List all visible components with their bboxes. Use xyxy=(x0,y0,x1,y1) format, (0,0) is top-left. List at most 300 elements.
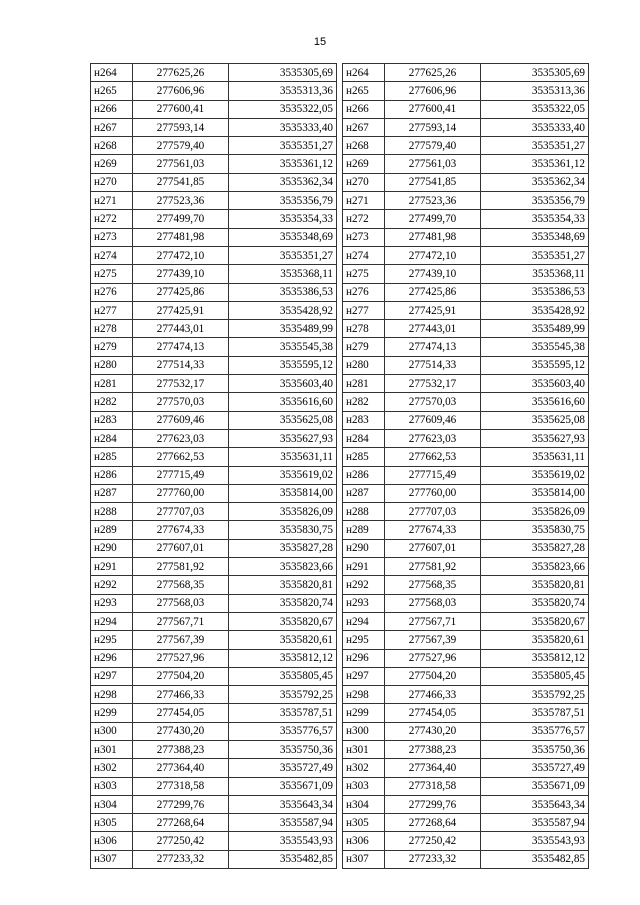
point-id-cell: н264 xyxy=(343,64,385,82)
y-coordinate-cell: 3535333,40 xyxy=(481,118,589,136)
table-row xyxy=(91,576,337,594)
x-coordinate-cell: 277474,13 xyxy=(133,338,229,356)
x-coordinate-cell: 277318,58 xyxy=(133,777,229,795)
x-coordinate-cell: 277250,42 xyxy=(385,832,481,850)
y-coordinate-cell: 3535823,66 xyxy=(229,558,337,576)
x-coordinate-cell: 277567,71 xyxy=(133,612,229,630)
point-id-cell: н282 xyxy=(91,393,133,411)
y-coordinate-cell: 3535543,93 xyxy=(229,832,337,850)
x-coordinate-cell: 277443,01 xyxy=(385,320,481,338)
x-coordinate-cell: 277443,01 xyxy=(133,320,229,338)
table-row xyxy=(91,356,337,374)
point-id-cell: н295 xyxy=(91,631,133,649)
x-coordinate-cell: 277570,03 xyxy=(133,393,229,411)
x-coordinate-cell: 277561,03 xyxy=(133,155,229,173)
x-coordinate-cell: 277364,40 xyxy=(133,759,229,777)
y-coordinate-cell: 3535595,12 xyxy=(481,356,589,374)
point-id-cell: н273 xyxy=(91,228,133,246)
x-coordinate-cell: 277715,49 xyxy=(385,466,481,484)
point-id-cell: н266 xyxy=(91,100,133,118)
y-coordinate-cell: 3535313,36 xyxy=(481,82,589,100)
point-id-cell: н276 xyxy=(91,283,133,301)
table-row xyxy=(91,740,337,758)
point-id-cell: н300 xyxy=(91,722,133,740)
table-row xyxy=(91,759,337,777)
table-row xyxy=(343,301,589,319)
y-coordinate-cell: 3535545,38 xyxy=(229,338,337,356)
x-coordinate-cell: 277268,64 xyxy=(385,814,481,832)
y-coordinate-cell: 3535354,33 xyxy=(481,210,589,228)
y-coordinate-cell: 3535348,69 xyxy=(229,228,337,246)
y-coordinate-cell: 3535820,67 xyxy=(481,612,589,630)
y-coordinate-cell: 3535616,60 xyxy=(229,393,337,411)
point-id-cell: н293 xyxy=(91,594,133,612)
point-id-cell: н277 xyxy=(91,301,133,319)
point-id-cell: н281 xyxy=(91,375,133,393)
x-coordinate-cell: 277481,98 xyxy=(385,228,481,246)
y-coordinate-cell: 3535631,11 xyxy=(229,448,337,466)
y-coordinate-cell: 3535820,61 xyxy=(481,631,589,649)
point-id-cell: н286 xyxy=(91,466,133,484)
table-row xyxy=(343,192,589,210)
table-row xyxy=(343,612,589,630)
point-id-cell: н279 xyxy=(343,338,385,356)
x-coordinate-cell: 277715,49 xyxy=(133,466,229,484)
point-id-cell: н291 xyxy=(91,558,133,576)
table-row xyxy=(343,795,589,813)
point-id-cell: н265 xyxy=(91,82,133,100)
y-coordinate-cell: 3535792,25 xyxy=(229,686,337,704)
y-coordinate-cell: 3535671,09 xyxy=(229,777,337,795)
y-coordinate-cell: 3535489,99 xyxy=(229,320,337,338)
point-id-cell: н296 xyxy=(343,649,385,667)
table-row xyxy=(343,539,589,557)
table-row xyxy=(91,173,337,191)
point-id-cell: н298 xyxy=(91,686,133,704)
y-coordinate-cell: 3535362,34 xyxy=(481,173,589,191)
table-row xyxy=(343,850,589,868)
table-row xyxy=(91,265,337,283)
y-coordinate-cell: 3535313,36 xyxy=(229,82,337,100)
table-row xyxy=(91,814,337,832)
table-row xyxy=(91,429,337,447)
point-id-cell: н297 xyxy=(343,667,385,685)
x-coordinate-cell: 277425,91 xyxy=(385,301,481,319)
table-row xyxy=(343,393,589,411)
x-coordinate-cell: 277466,33 xyxy=(133,686,229,704)
point-id-cell: н278 xyxy=(343,320,385,338)
x-coordinate-cell: 277581,92 xyxy=(133,558,229,576)
point-id-cell: н264 xyxy=(91,64,133,82)
y-coordinate-cell: 3535643,34 xyxy=(481,795,589,813)
x-coordinate-cell: 277472,10 xyxy=(385,246,481,264)
table-row xyxy=(343,375,589,393)
table-row xyxy=(91,283,337,301)
x-coordinate-cell: 277567,39 xyxy=(133,631,229,649)
x-coordinate-cell: 277454,05 xyxy=(133,704,229,722)
y-coordinate-cell: 3535820,67 xyxy=(229,612,337,630)
y-coordinate-cell: 3535631,11 xyxy=(481,448,589,466)
x-coordinate-cell: 277570,03 xyxy=(385,393,481,411)
point-id-cell: н269 xyxy=(91,155,133,173)
table-row xyxy=(343,667,589,685)
point-id-cell: н265 xyxy=(343,82,385,100)
point-id-cell: н267 xyxy=(91,118,133,136)
table-row xyxy=(343,137,589,155)
x-coordinate-cell: 277568,03 xyxy=(385,594,481,612)
table-row xyxy=(343,100,589,118)
x-coordinate-cell: 277430,20 xyxy=(385,722,481,740)
table-row xyxy=(91,558,337,576)
point-id-cell: н266 xyxy=(343,100,385,118)
x-coordinate-cell: 277674,33 xyxy=(385,521,481,539)
x-coordinate-cell: 277607,01 xyxy=(133,539,229,557)
x-coordinate-cell: 277532,17 xyxy=(385,375,481,393)
y-coordinate-cell: 3535489,99 xyxy=(481,320,589,338)
x-coordinate-cell: 277561,03 xyxy=(385,155,481,173)
table-row xyxy=(343,777,589,795)
y-coordinate-cell: 3535305,69 xyxy=(481,64,589,82)
table-row xyxy=(343,686,589,704)
x-coordinate-cell: 277481,98 xyxy=(133,228,229,246)
point-id-cell: н283 xyxy=(91,411,133,429)
point-id-cell: н305 xyxy=(343,814,385,832)
y-coordinate-cell: 3535776,57 xyxy=(229,722,337,740)
point-id-cell: н288 xyxy=(91,503,133,521)
table-row xyxy=(343,631,589,649)
y-coordinate-cell: 3535428,92 xyxy=(229,301,337,319)
table-row xyxy=(91,649,337,667)
table-row xyxy=(343,210,589,228)
y-coordinate-cell: 3535820,74 xyxy=(481,594,589,612)
point-id-cell: н270 xyxy=(91,173,133,191)
y-coordinate-cell: 3535603,40 xyxy=(229,375,337,393)
y-coordinate-cell: 3535750,36 xyxy=(229,740,337,758)
table-row xyxy=(343,814,589,832)
x-coordinate-cell: 277439,10 xyxy=(133,265,229,283)
y-coordinate-cell: 3535727,49 xyxy=(229,759,337,777)
x-coordinate-cell: 277579,40 xyxy=(133,137,229,155)
y-coordinate-cell: 3535812,12 xyxy=(229,649,337,667)
y-coordinate-cell: 3535305,69 xyxy=(229,64,337,82)
y-coordinate-cell: 3535543,93 xyxy=(481,832,589,850)
table-row xyxy=(343,704,589,722)
y-coordinate-cell: 3535362,34 xyxy=(229,173,337,191)
point-id-cell: н305 xyxy=(91,814,133,832)
table-row xyxy=(343,484,589,502)
table-row xyxy=(91,484,337,502)
table-row xyxy=(343,173,589,191)
x-coordinate-cell: 277707,03 xyxy=(133,503,229,521)
x-coordinate-cell: 277707,03 xyxy=(385,503,481,521)
y-coordinate-cell: 3535386,53 xyxy=(481,283,589,301)
y-coordinate-cell: 3535361,12 xyxy=(229,155,337,173)
point-id-cell: н275 xyxy=(343,265,385,283)
table-row xyxy=(91,466,337,484)
y-coordinate-cell: 3535787,51 xyxy=(481,704,589,722)
table-row xyxy=(343,466,589,484)
table-row xyxy=(91,64,337,82)
y-coordinate-cell: 3535351,27 xyxy=(229,246,337,264)
x-coordinate-cell: 277430,20 xyxy=(133,722,229,740)
table-row xyxy=(343,64,589,82)
table-row xyxy=(91,722,337,740)
table-row xyxy=(91,137,337,155)
table-row xyxy=(91,503,337,521)
x-coordinate-cell: 277541,85 xyxy=(133,173,229,191)
y-coordinate-cell: 3535428,92 xyxy=(481,301,589,319)
y-coordinate-cell: 3535750,36 xyxy=(481,740,589,758)
table-row xyxy=(91,246,337,264)
point-id-cell: н282 xyxy=(343,393,385,411)
table-row xyxy=(91,155,337,173)
y-coordinate-cell: 3535616,60 xyxy=(481,393,589,411)
y-coordinate-cell: 3535351,27 xyxy=(229,137,337,155)
y-coordinate-cell: 3535805,45 xyxy=(481,667,589,685)
y-coordinate-cell: 3535827,28 xyxy=(229,539,337,557)
point-id-cell: н286 xyxy=(343,466,385,484)
table-row xyxy=(343,338,589,356)
x-coordinate-cell: 277299,76 xyxy=(385,795,481,813)
point-id-cell: н280 xyxy=(343,356,385,374)
y-coordinate-cell: 3535812,12 xyxy=(481,649,589,667)
table-row xyxy=(91,850,337,868)
point-id-cell: н272 xyxy=(91,210,133,228)
point-id-cell: н281 xyxy=(343,375,385,393)
x-coordinate-cell: 277527,96 xyxy=(385,649,481,667)
y-coordinate-cell: 3535351,27 xyxy=(481,137,589,155)
point-id-cell: н302 xyxy=(343,759,385,777)
point-id-cell: н267 xyxy=(343,118,385,136)
y-coordinate-cell: 3535354,33 xyxy=(229,210,337,228)
y-coordinate-cell: 3535356,79 xyxy=(229,192,337,210)
y-coordinate-cell: 3535776,57 xyxy=(481,722,589,740)
x-coordinate-cell: 277567,39 xyxy=(385,631,481,649)
point-id-cell: н292 xyxy=(343,576,385,594)
point-id-cell: н298 xyxy=(343,686,385,704)
y-coordinate-cell: 3535595,12 xyxy=(229,356,337,374)
point-id-cell: н297 xyxy=(91,667,133,685)
point-id-cell: н302 xyxy=(91,759,133,777)
table-row xyxy=(343,503,589,521)
y-coordinate-cell: 3535830,75 xyxy=(229,521,337,539)
y-coordinate-cell: 3535820,81 xyxy=(229,576,337,594)
point-id-cell: н291 xyxy=(343,558,385,576)
point-id-cell: н294 xyxy=(343,612,385,630)
x-coordinate-cell: 277662,53 xyxy=(133,448,229,466)
table-row xyxy=(91,411,337,429)
table-row xyxy=(343,594,589,612)
x-coordinate-cell: 277388,23 xyxy=(385,740,481,758)
y-coordinate-cell: 3535827,28 xyxy=(481,539,589,557)
point-id-cell: н271 xyxy=(91,192,133,210)
x-coordinate-cell: 277268,64 xyxy=(133,814,229,832)
table-row xyxy=(343,246,589,264)
x-coordinate-cell: 277504,20 xyxy=(385,667,481,685)
table-row xyxy=(91,82,337,100)
y-coordinate-cell: 3535823,66 xyxy=(481,558,589,576)
table-row xyxy=(91,210,337,228)
point-id-cell: н292 xyxy=(91,576,133,594)
point-id-cell: н284 xyxy=(343,429,385,447)
point-id-cell: н300 xyxy=(343,722,385,740)
y-coordinate-cell: 3535671,09 xyxy=(481,777,589,795)
table-row xyxy=(91,320,337,338)
x-coordinate-cell: 277623,03 xyxy=(385,429,481,447)
point-id-cell: н274 xyxy=(91,246,133,264)
point-id-cell: н304 xyxy=(343,795,385,813)
y-coordinate-cell: 3535625,08 xyxy=(481,411,589,429)
x-coordinate-cell: 277593,14 xyxy=(133,118,229,136)
x-coordinate-cell: 277568,35 xyxy=(133,576,229,594)
y-coordinate-cell: 3535368,11 xyxy=(481,265,589,283)
table-row xyxy=(91,118,337,136)
y-coordinate-cell: 3535727,49 xyxy=(481,759,589,777)
table-row xyxy=(91,704,337,722)
x-coordinate-cell: 277425,86 xyxy=(133,283,229,301)
y-coordinate-cell: 3535545,38 xyxy=(481,338,589,356)
x-coordinate-cell: 277662,53 xyxy=(385,448,481,466)
y-coordinate-cell: 3535814,00 xyxy=(481,484,589,502)
x-coordinate-cell: 277466,33 xyxy=(385,686,481,704)
point-id-cell: н272 xyxy=(343,210,385,228)
y-coordinate-cell: 3535787,51 xyxy=(229,704,337,722)
point-id-cell: н268 xyxy=(91,137,133,155)
x-coordinate-cell: 277504,20 xyxy=(133,667,229,685)
point-id-cell: н275 xyxy=(91,265,133,283)
point-id-cell: н301 xyxy=(91,740,133,758)
y-coordinate-cell: 3535820,61 xyxy=(229,631,337,649)
table-row xyxy=(343,576,589,594)
y-coordinate-cell: 3535482,85 xyxy=(229,850,337,868)
coordinates-table-right xyxy=(342,63,589,869)
y-coordinate-cell: 3535351,27 xyxy=(481,246,589,264)
x-coordinate-cell: 277527,96 xyxy=(133,649,229,667)
table-row xyxy=(343,283,589,301)
table-row xyxy=(91,228,337,246)
y-coordinate-cell: 3535333,40 xyxy=(229,118,337,136)
y-coordinate-cell: 3535805,45 xyxy=(229,667,337,685)
y-coordinate-cell: 3535814,00 xyxy=(229,484,337,502)
table-row xyxy=(343,228,589,246)
point-id-cell: н299 xyxy=(91,704,133,722)
point-id-cell: н288 xyxy=(343,503,385,521)
x-coordinate-cell: 277625,26 xyxy=(133,64,229,82)
x-coordinate-cell: 277760,00 xyxy=(385,484,481,502)
x-coordinate-cell: 277472,10 xyxy=(133,246,229,264)
table-row xyxy=(343,320,589,338)
x-coordinate-cell: 277299,76 xyxy=(133,795,229,813)
point-id-cell: н290 xyxy=(343,539,385,557)
y-coordinate-cell: 3535826,09 xyxy=(481,503,589,521)
table-row xyxy=(343,558,589,576)
x-coordinate-cell: 277600,41 xyxy=(133,100,229,118)
point-id-cell: н273 xyxy=(343,228,385,246)
x-coordinate-cell: 277600,41 xyxy=(385,100,481,118)
y-coordinate-cell: 3535322,05 xyxy=(481,100,589,118)
x-coordinate-cell: 277250,42 xyxy=(133,832,229,850)
table-row xyxy=(91,448,337,466)
table-row xyxy=(343,521,589,539)
table-row xyxy=(91,338,337,356)
x-coordinate-cell: 277674,33 xyxy=(133,521,229,539)
x-coordinate-cell: 277568,35 xyxy=(385,576,481,594)
table-row xyxy=(343,118,589,136)
x-coordinate-cell: 277568,03 xyxy=(133,594,229,612)
point-id-cell: н303 xyxy=(91,777,133,795)
point-id-cell: н299 xyxy=(343,704,385,722)
table-row xyxy=(91,832,337,850)
table-row xyxy=(91,594,337,612)
table-row xyxy=(343,649,589,667)
coordinates-table-left-body xyxy=(91,64,337,869)
x-coordinate-cell: 277606,96 xyxy=(133,82,229,100)
x-coordinate-cell: 277474,13 xyxy=(385,338,481,356)
table-row xyxy=(91,686,337,704)
x-coordinate-cell: 277541,85 xyxy=(385,173,481,191)
point-id-cell: н278 xyxy=(91,320,133,338)
x-coordinate-cell: 277579,40 xyxy=(385,137,481,155)
y-coordinate-cell: 3535625,08 xyxy=(229,411,337,429)
table-row xyxy=(343,265,589,283)
point-id-cell: н294 xyxy=(91,612,133,630)
x-coordinate-cell: 277233,32 xyxy=(133,850,229,868)
table-row xyxy=(91,192,337,210)
x-coordinate-cell: 277581,92 xyxy=(385,558,481,576)
point-id-cell: н289 xyxy=(343,521,385,539)
x-coordinate-cell: 277514,33 xyxy=(385,356,481,374)
table-row xyxy=(91,393,337,411)
table-row xyxy=(91,100,337,118)
table-row xyxy=(343,429,589,447)
x-coordinate-cell: 277425,86 xyxy=(385,283,481,301)
table-row xyxy=(91,539,337,557)
point-id-cell: н290 xyxy=(91,539,133,557)
x-coordinate-cell: 277318,58 xyxy=(385,777,481,795)
table-row xyxy=(343,82,589,100)
point-id-cell: н285 xyxy=(91,448,133,466)
y-coordinate-cell: 3535361,12 xyxy=(481,155,589,173)
x-coordinate-cell: 277760,00 xyxy=(133,484,229,502)
x-coordinate-cell: 277499,70 xyxy=(385,210,481,228)
x-coordinate-cell: 277439,10 xyxy=(385,265,481,283)
x-coordinate-cell: 277499,70 xyxy=(133,210,229,228)
y-coordinate-cell: 3535619,02 xyxy=(229,466,337,484)
y-coordinate-cell: 3535820,81 xyxy=(481,576,589,594)
x-coordinate-cell: 277388,23 xyxy=(133,740,229,758)
table-row xyxy=(343,155,589,173)
y-coordinate-cell: 3535603,40 xyxy=(481,375,589,393)
point-id-cell: н284 xyxy=(91,429,133,447)
point-id-cell: н268 xyxy=(343,137,385,155)
y-coordinate-cell: 3535386,53 xyxy=(229,283,337,301)
point-id-cell: н289 xyxy=(91,521,133,539)
x-coordinate-cell: 277623,03 xyxy=(133,429,229,447)
y-coordinate-cell: 3535830,75 xyxy=(481,521,589,539)
table-row xyxy=(91,521,337,539)
x-coordinate-cell: 277523,36 xyxy=(133,192,229,210)
y-coordinate-cell: 3535322,05 xyxy=(229,100,337,118)
y-coordinate-cell: 3535820,74 xyxy=(229,594,337,612)
table-row xyxy=(91,375,337,393)
y-coordinate-cell: 3535619,02 xyxy=(481,466,589,484)
point-id-cell: н293 xyxy=(343,594,385,612)
coordinates-table-right-body xyxy=(343,64,589,869)
table-row xyxy=(91,631,337,649)
table-row xyxy=(91,777,337,795)
x-coordinate-cell: 277607,01 xyxy=(385,539,481,557)
table-row xyxy=(91,301,337,319)
